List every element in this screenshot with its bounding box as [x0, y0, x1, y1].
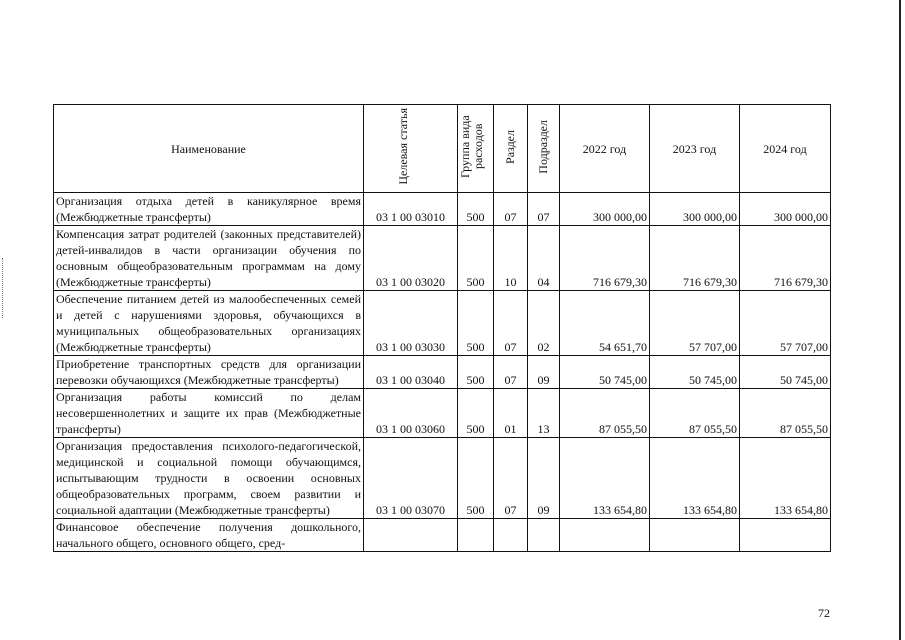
row-target-code: 03 1 00 03040	[364, 356, 458, 389]
empty-cell	[740, 519, 831, 552]
row-amount-2024: 300 000,00	[740, 193, 831, 226]
row-amount-2024: 133 654,80	[740, 438, 831, 519]
row-amount-2023: 50 745,00	[650, 356, 740, 389]
row-amount-2022: 300 000,00	[560, 193, 650, 226]
table-row	[54, 291, 831, 356]
row-subsection: 09	[528, 438, 560, 519]
header-2022: 2022 год	[560, 105, 650, 193]
row-section: 07	[494, 193, 528, 226]
row-name: Организация работы комиссий по делам несовершеннолетних и защите их прав (Межбюджетные трансферты)	[54, 389, 364, 438]
empty-cell	[364, 519, 458, 552]
row-name: Организация предоставления психолого-педагогической, медицинской и социальной помощи обучающимся, испытывающим трудности в освоении основных общеобразовательных программ, своем развитии и социальной адаптации (Межбюджетные трансферты)	[54, 438, 364, 519]
row-name: Финансовое обеспечение получения дошкольного, начального общего, основного общего, сред-	[54, 519, 364, 552]
row-subsection: 07	[528, 193, 560, 226]
row-section: 07	[494, 356, 528, 389]
empty-cell	[650, 519, 740, 552]
page-number: 72	[818, 606, 830, 620]
row-name: Организация отдыха детей в каникулярное время (Межбюджетные трансферты)	[54, 193, 364, 226]
table-row	[54, 193, 831, 226]
table-row	[54, 389, 831, 438]
empty-cell	[494, 519, 528, 552]
row-amount-2024: 716 679,30	[740, 226, 831, 291]
empty-cell	[560, 519, 650, 552]
header-target	[364, 105, 458, 193]
empty-cell	[528, 519, 560, 552]
row-amount-2022: 716 679,30	[560, 226, 650, 291]
row-amount-2024: 87 055,50	[740, 389, 831, 438]
header-2024: 2024 год	[740, 105, 831, 193]
row-amount-2022: 50 745,00	[560, 356, 650, 389]
header-row	[54, 105, 831, 193]
row-name: Приобретение транспортных средств для организации перевозки обучающихся (Межбюджетные трансферты)	[54, 356, 364, 389]
row-amount-2024: 57 707,00	[740, 291, 831, 356]
empty-cell	[458, 519, 494, 552]
row-subsection: 04	[528, 226, 560, 291]
row-section: 07	[494, 438, 528, 519]
header-section-text: Раздел	[503, 129, 517, 164]
row-target-code: 03 1 00 03020	[364, 226, 458, 291]
row-target-code: 03 1 00 03030	[364, 291, 458, 356]
row-subsection: 02	[528, 291, 560, 356]
header-name: Наименование	[54, 105, 364, 193]
table-row	[54, 356, 831, 389]
header-target-text: Целевая статья	[395, 108, 410, 185]
row-amount-2022: 133 654,80	[560, 438, 650, 519]
row-amount-2022: 87 055,50	[560, 389, 650, 438]
row-amount-2023: 133 654,80	[650, 438, 740, 519]
row-group: 500	[458, 389, 494, 438]
row-target-code: 03 1 00 03070	[364, 438, 458, 519]
row-group: 500	[458, 291, 494, 356]
row-group: 500	[458, 438, 494, 519]
header-group-text: Группа вида расходов	[457, 115, 485, 178]
table-row	[54, 438, 831, 519]
table-row-continuation	[54, 519, 831, 552]
row-section: 01	[494, 389, 528, 438]
header-section	[494, 105, 528, 193]
header-subsection	[528, 105, 560, 193]
header-group	[458, 105, 494, 193]
row-name: Компенсация затрат родителей (законных представителей) детей-инвалидов в части организации обучения по основным общеобразовательным программам на дому (Межбюджетные трансферты)	[54, 226, 364, 291]
row-amount-2023: 57 707,00	[650, 291, 740, 356]
row-group: 500	[458, 193, 494, 226]
row-target-code: 03 1 00 03060	[364, 389, 458, 438]
row-section: 07	[494, 291, 528, 356]
row-section: 10	[494, 226, 528, 291]
table-row	[54, 226, 831, 291]
row-amount-2022: 54 651,70	[560, 291, 650, 356]
margin-mark	[2, 258, 4, 318]
row-amount-2023: 300 000,00	[650, 193, 740, 226]
row-name: Обеспечение питанием детей из малообеспеченных семей и детей с нарушениями здоровья, обучающихся в муниципальных общеобразовательных организациях (Межбюджетные трансферты)	[54, 291, 364, 356]
row-group: 500	[458, 356, 494, 389]
header-subsection-text: Подраздел	[536, 119, 550, 174]
row-amount-2023: 716 679,30	[650, 226, 740, 291]
row-amount-2023: 87 055,50	[650, 389, 740, 438]
row-target-code: 03 1 00 03010	[364, 193, 458, 226]
header-2023: 2023 год	[650, 105, 740, 193]
row-subsection: 13	[528, 389, 560, 438]
budget-table	[53, 104, 831, 552]
row-amount-2024: 50 745,00	[740, 356, 831, 389]
row-group: 500	[458, 226, 494, 291]
row-subsection: 09	[528, 356, 560, 389]
page-edge-shadow	[899, 0, 901, 640]
table-body	[54, 193, 831, 552]
